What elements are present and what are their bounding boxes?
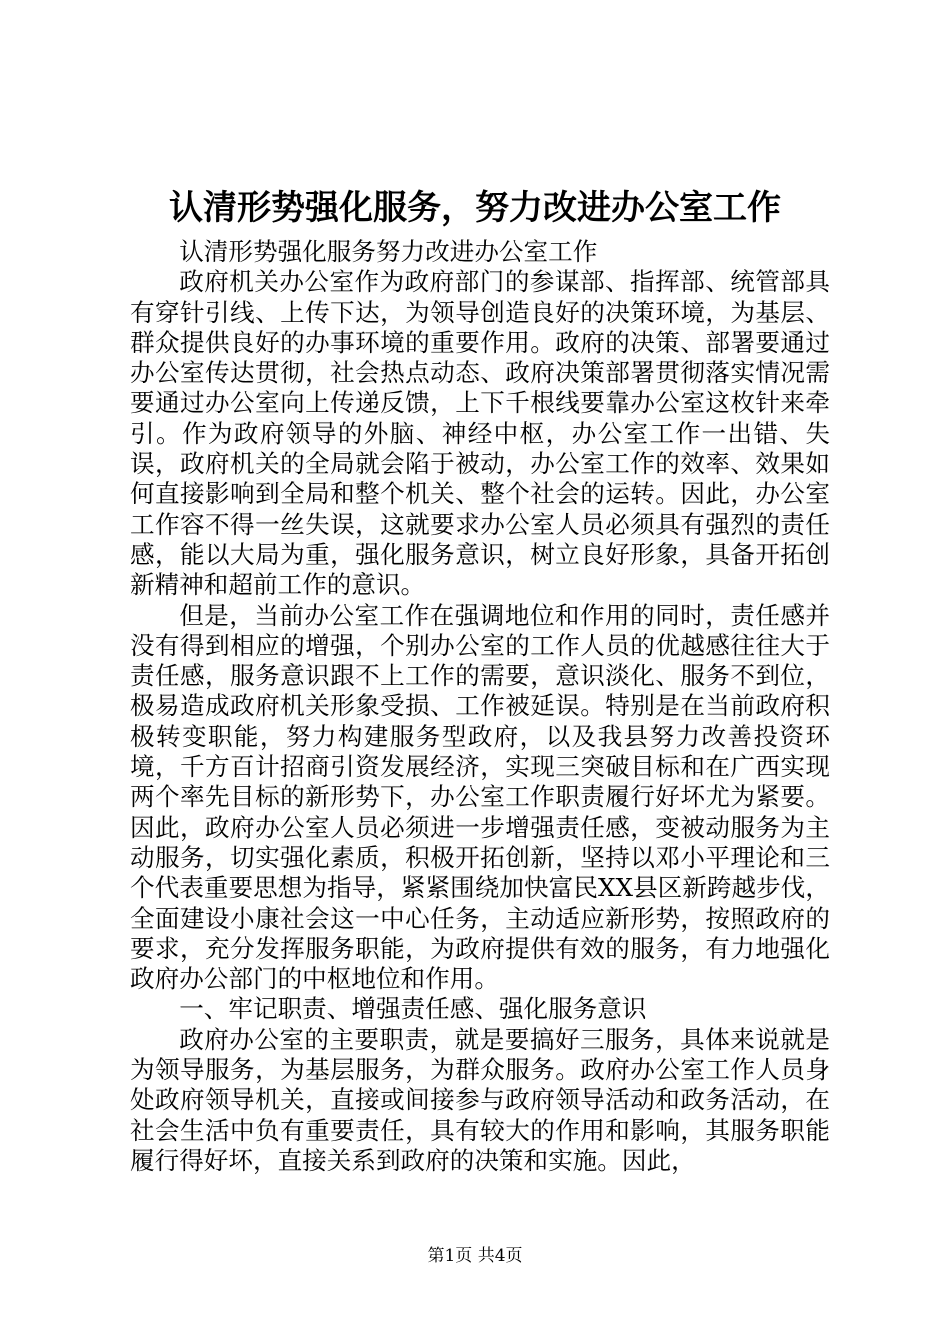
document-title: 认清形势强化服务，努力改进办公室工作: [169, 188, 781, 228]
page-footer: 第1页 共4页: [427, 1246, 523, 1266]
section-heading-1: 一、牢记职责、增强责任感、强化服务意识: [179, 994, 647, 1024]
paragraph-intro: 政府机关办公室作为政府部门的参谋部、指挥部、统管部具有穿针引线、上传下达，为领导创造良好的决策环境，为基层、群众提供良好的办事环境的重要作用。政府的决策、部署要通过办公室传达贯彻，社会热点动态、政府决策部署贯彻落实情况需要通过办公室向上传递反馈，上下千根线要靠办公室这枚针来牵引。作为政府领导的外脑、神经中枢，办公室工作一出错、失误，政府机关的全局就会陷于被动，办公室工作的效率、效果如何直接影响到全局和整个机关、整个社会的运转。因此，办公室工作容不得一丝失误，这就要求办公室人员必须具有强烈的责任感，能以大局为重，强化服务意识，树立良好形象，具备开拓创新精神和超前工作的意识。: [130, 267, 830, 600]
paragraph-situation: 但是，当前办公室工作在强调地位和作用的同时，责任感并没有得到相应的增强，个别办公室的工作人员的优越感往往大于责任感，服务意识跟不上工作的需要，意识淡化、服务不到位，极易造成政府机关形象受损、工作被延误。特别是在当前政府积极转变职能，努力构建服务型政府，以及我县努力改善投资环境，千方百计招商引资发展经济，实现三突破目标和在广西实现两个率先目标的新形势下，办公室工作职责履行好坏尤为紧要。因此，政府办公室人员必须进一步增强责任感，变被动服务为主动服务，切实强化素质，积极开拓创新，坚持以邓小平理论和三个代表重要思想为指导，紧紧围绕加快富民XX县区新跨越步伐，全面建设小康社会这一中心任务，主动适应新形势，按照政府的要求，充分发挥服务职能，为政府提供有效的服务，有力地强化政府办公部门的中枢地位和作用。: [130, 600, 830, 994]
document-body: [130, 237, 830, 1176]
document-subtitle: 认清形势强化服务努力改进办公室工作: [179, 237, 598, 266]
paragraph-duties: 政府办公室的主要职责，就是要搞好三服务，具体来说就是为领导服务，为基层服务，为群众服务。政府办公室工作人员身处政府领导机关，直接或间接参与政府领导活动和政务活动，在社会生活中负有重要责任，具有较大的作用和影响，其服务职能履行得好坏，直接关系到政府的决策和实施。因此，: [130, 1024, 830, 1175]
